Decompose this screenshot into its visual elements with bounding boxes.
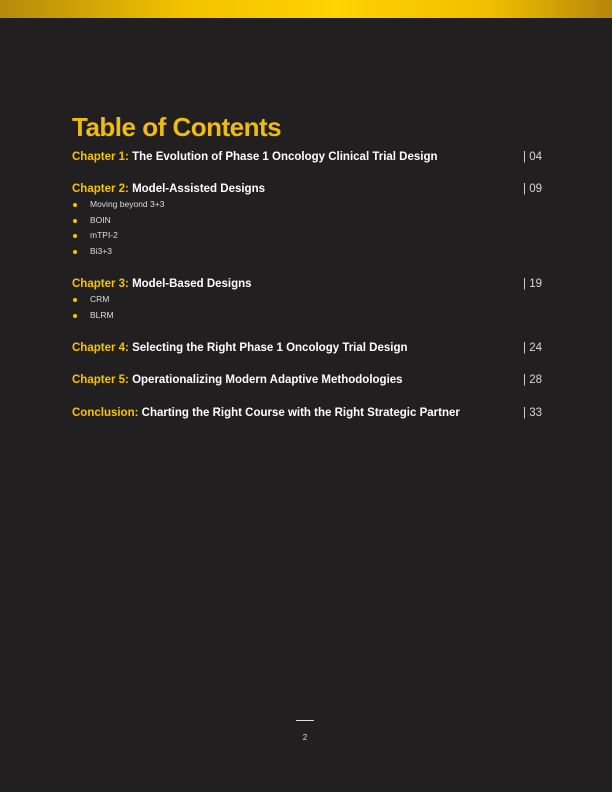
subitem-label: Bi3+3: [90, 245, 112, 256]
page-reference: | 28: [523, 374, 542, 386]
toc-entry-chapter-3[interactable]: [72, 276, 542, 292]
list-item[interactable]: [72, 308, 114, 324]
bullet-icon: [73, 234, 77, 238]
subitem-label: BLRM: [90, 309, 114, 320]
chapter-title: Model-Based Designs: [132, 278, 252, 290]
page-title: Table of Contents: [72, 112, 282, 142]
toc-entry-chapter-2[interactable]: [72, 181, 542, 197]
list-item[interactable]: [72, 213, 164, 229]
page-reference: | 09: [523, 183, 542, 195]
footer-divider: [296, 720, 314, 721]
chapter-title: Selecting the Right Phase 1 Oncology Trial Design: [132, 342, 408, 354]
toc-entry-chapter-4[interactable]: [72, 340, 542, 356]
bullet-icon: [73, 219, 77, 223]
toc-entry-conclusion[interactable]: [72, 405, 542, 421]
subitem-label: BOIN: [90, 214, 111, 225]
chapter-title: Operationalizing Modern Adaptive Methodologies: [132, 374, 403, 386]
chapter-label: Chapter 2:: [72, 183, 129, 195]
list-item[interactable]: [72, 292, 114, 308]
page-reference: | 33: [523, 407, 542, 419]
page-reference: | 19: [523, 278, 542, 290]
chapter-label: Chapter 3:: [72, 278, 129, 290]
page-number: 2: [302, 733, 308, 742]
chapter-title: The Evolution of Phase 1 Oncology Clinical Trial Design: [132, 151, 438, 163]
chapter-2-sublist: [72, 197, 164, 259]
chapter-title: Model-Assisted Designs: [132, 183, 265, 195]
chapter-label: Chapter 4:: [72, 342, 129, 354]
list-item[interactable]: [72, 244, 164, 260]
bullet-icon: [73, 250, 77, 254]
list-item[interactable]: [72, 228, 164, 244]
toc-entry-chapter-1[interactable]: [72, 149, 542, 165]
chapter-3-sublist: [72, 292, 114, 323]
subitem-label: Moving beyond 3+3: [90, 199, 165, 209]
chapter-label: Chapter 1:: [72, 151, 129, 163]
page-reference: | 04: [523, 151, 542, 163]
chapter-title: Charting the Right Course with the Right Strategic Partner: [141, 407, 460, 419]
subitem-label: CRM: [90, 294, 110, 304]
chapter-label: Chapter 5:: [72, 374, 129, 386]
subitem-label: mTPI-2: [90, 230, 118, 240]
page-reference: | 24: [523, 342, 542, 354]
toc-entry-chapter-5[interactable]: [72, 372, 542, 388]
bullet-icon: [73, 203, 77, 207]
list-item[interactable]: [72, 197, 164, 213]
chapter-label: Conclusion:: [72, 407, 139, 419]
bullet-icon: [73, 298, 77, 302]
bullet-icon: [73, 314, 77, 318]
top-accent-bar: [0, 0, 612, 18]
